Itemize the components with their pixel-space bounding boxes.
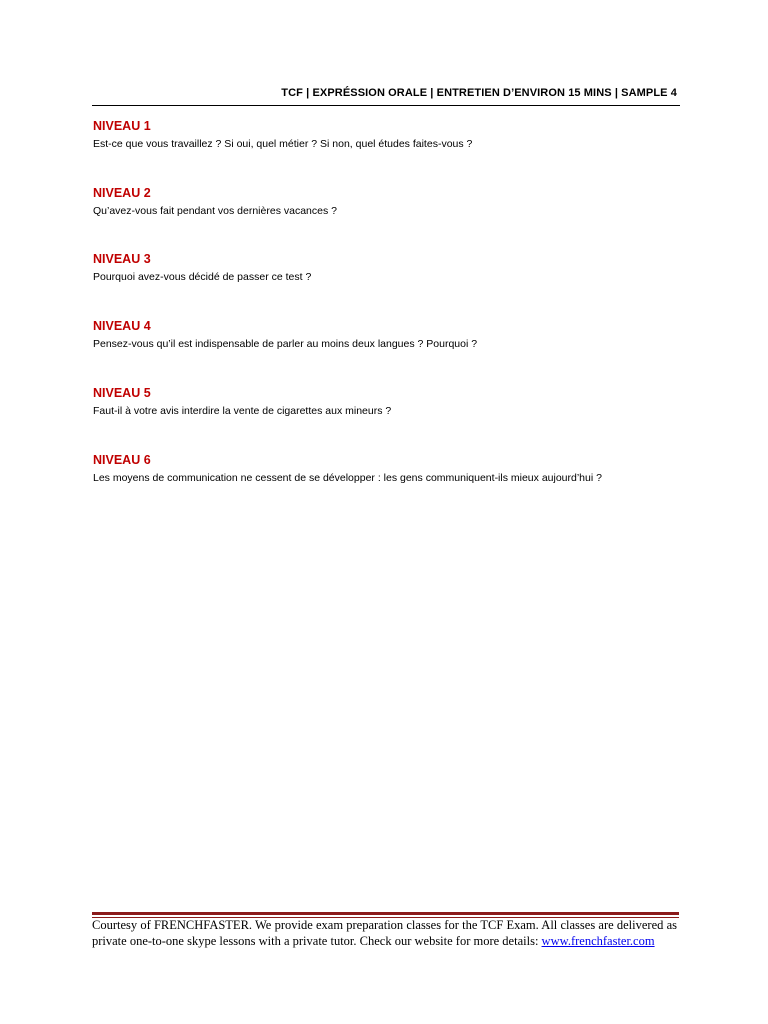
level-question: Faut-il à votre avis interdire la vente de cigarettes aux mineurs ? (93, 405, 392, 417)
level-question: Pourquoi avez-vous décidé de passer ce test ? (93, 271, 312, 283)
level-section-4 (93, 319, 693, 351)
level-question: Qu’avez-vous fait pendant vos dernières vacances ? (93, 205, 337, 217)
level-section-6 (93, 453, 693, 485)
document-header: TCF | EXPRÉSSION ORALE | ENTRETIEN D’ENVIRON 15 MINS | SAMPLE 4 (281, 87, 677, 99)
website-link[interactable]: www.frenchfaster.com (541, 933, 655, 948)
level-title: NIVEAU 2 (93, 186, 151, 200)
level-section-1 (93, 119, 693, 151)
header-divider (92, 105, 680, 106)
level-section-3 (93, 252, 693, 284)
footer-note (92, 918, 677, 949)
level-question: Est-ce que vous travaillez ? Si oui, quel métier ? Si non, quel études faites-vous ? (93, 138, 473, 150)
level-title: NIVEAU 4 (93, 319, 151, 333)
level-title: NIVEAU 1 (93, 119, 151, 133)
footer-divider-thick (92, 912, 679, 915)
level-title: NIVEAU 6 (93, 453, 151, 467)
level-title: NIVEAU 3 (93, 252, 151, 266)
level-section-5 (93, 386, 693, 418)
level-question: Les moyens de communication ne cessent de se développer : les gens communiquent-ils mieux aujourd’hui ? (93, 472, 602, 484)
level-question: Pensez-vous qu’il est indispensable de parler au moins deux langues ? Pourquoi ? (93, 338, 478, 350)
footer-text: Courtesy of FRENCHFASTER. We provide exam preparation classes for the TCF Exam. All classes are delivered as private one-to-one skype lessons with a private tutor. Check our website for more details: (92, 918, 677, 948)
level-section-2 (93, 186, 693, 218)
level-title: NIVEAU 5 (93, 386, 151, 400)
